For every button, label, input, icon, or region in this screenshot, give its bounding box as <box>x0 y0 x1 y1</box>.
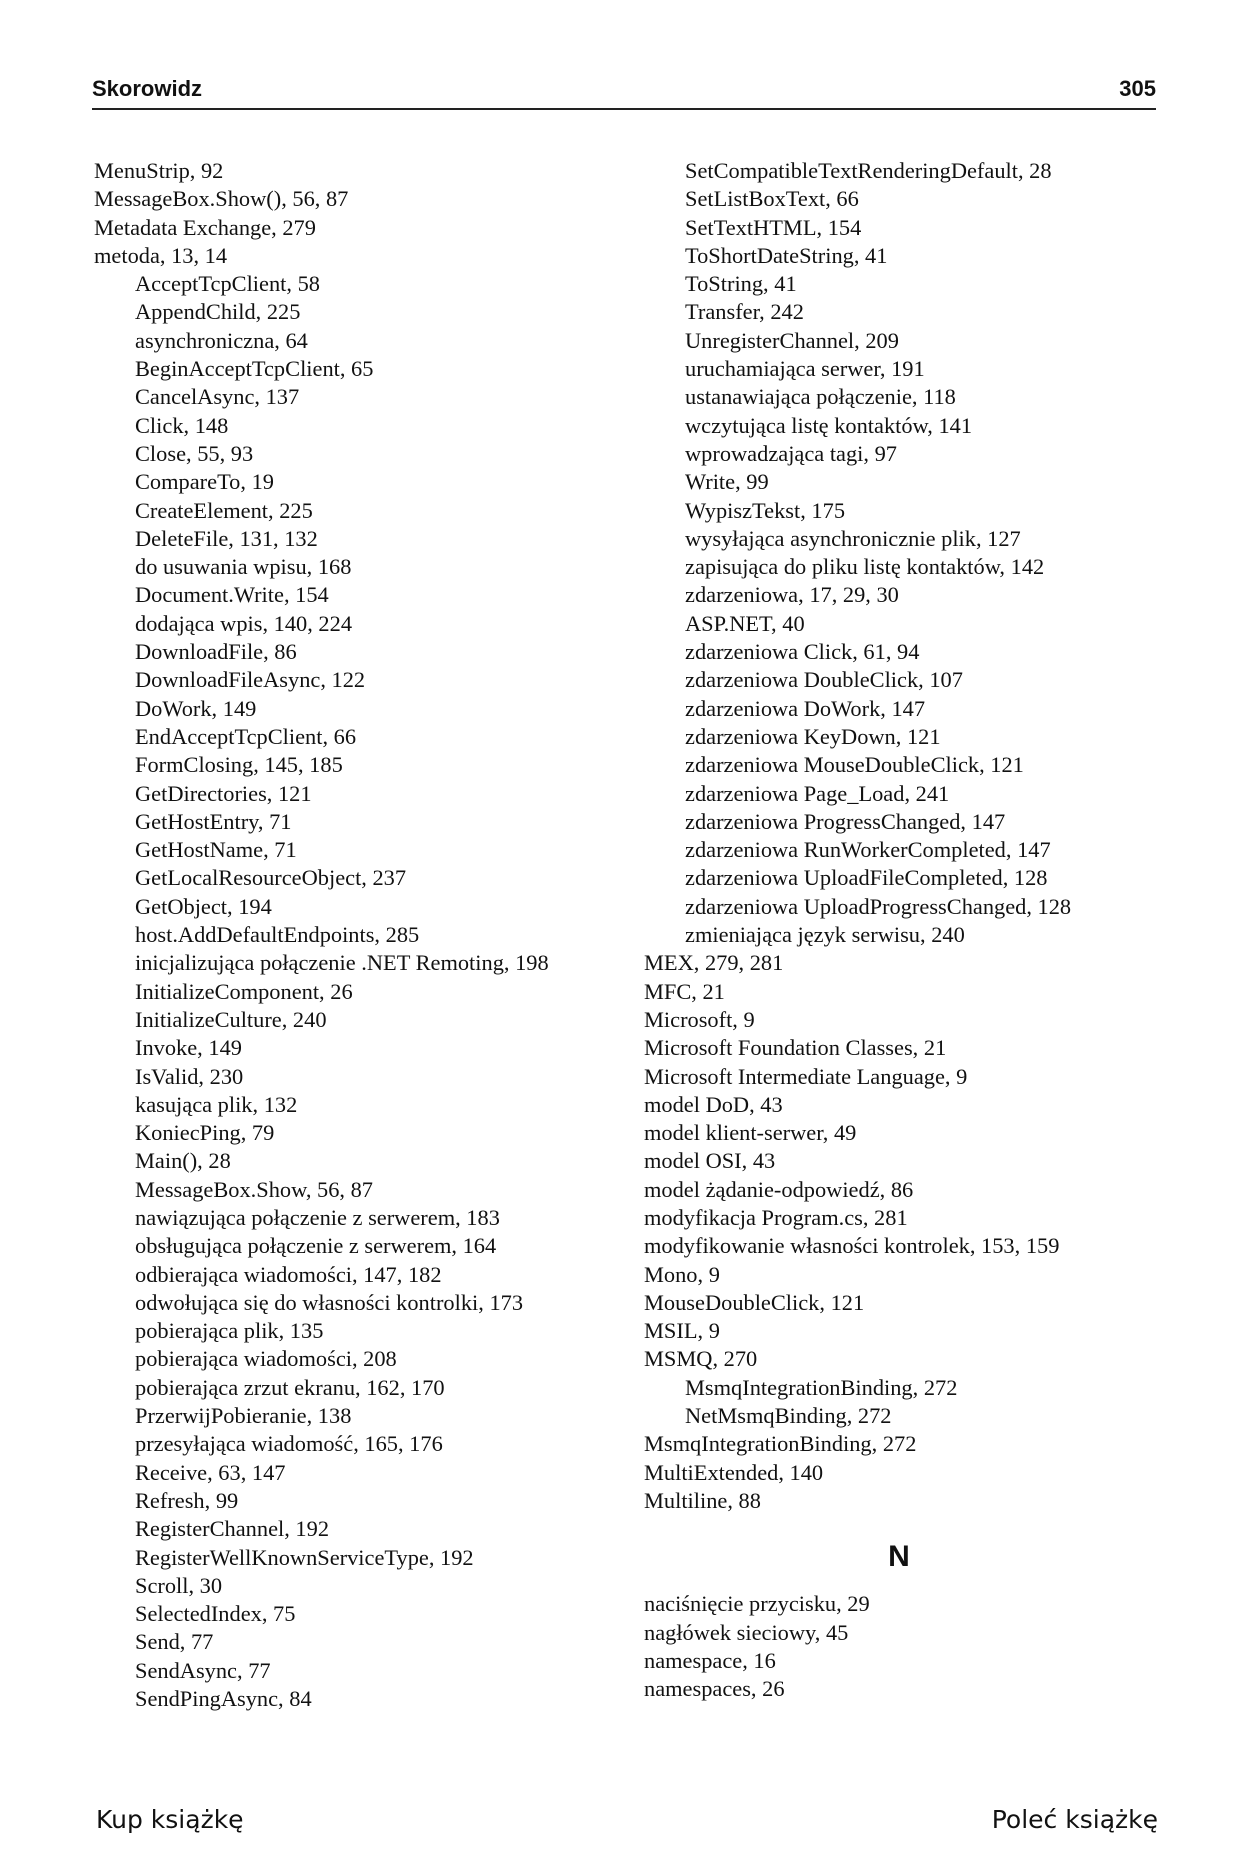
index-entry: MenuStrip, 92 <box>94 158 224 183</box>
index-subentry: GetHostEntry, 71 <box>135 808 292 834</box>
index-subentry: pobierająca wiadomości, 208 <box>135 1346 397 1372</box>
index-entry: model klient-serwer, 49 <box>644 1120 857 1146</box>
page-header <box>92 68 1156 110</box>
index-subentry: DeleteFile, 131, 132 <box>135 525 318 551</box>
index-entry: MEX, 279, 281 <box>644 950 784 976</box>
index-subentry: Refresh, 99 <box>135 1487 239 1513</box>
section-letter: N <box>888 1540 910 1574</box>
index-subentry: wczytująca listę kontaktów, 141 <box>685 412 973 438</box>
index-subentry: Invoke, 149 <box>135 1035 242 1061</box>
index-entry: nagłówek sieciowy, 45 <box>644 1619 849 1645</box>
index-subentry: Document.Write, 154 <box>135 582 329 608</box>
index-entry: MsmqIntegrationBinding, 272 <box>644 1431 917 1457</box>
index-subentry: NetMsmqBinding, 272 <box>685 1403 892 1429</box>
index-subentry: wysyłająca asynchronicznie plik, 127 <box>685 525 1021 551</box>
index-entry: namespace, 16 <box>644 1647 776 1673</box>
index-subentry: inicjalizująca połączenie .NET Remoting, 198 <box>135 950 549 976</box>
index-subentry: przesyłająca wiadomość, 165, 176 <box>135 1431 443 1457</box>
index-subentry: InitializeComponent, 26 <box>135 978 353 1004</box>
index-subentry: ToShortDateString, 41 <box>685 242 888 268</box>
index-subentry: GetObject, 194 <box>135 893 272 919</box>
index-subentry: BeginAcceptTcpClient, 65 <box>135 356 374 382</box>
index-subentry: Write, 99 <box>685 469 769 495</box>
index-subentry: pobierająca plik, 135 <box>135 1318 324 1344</box>
index-entry: Microsoft, 9 <box>644 1006 755 1032</box>
index-subentry: GetLocalResourceObject, 237 <box>135 865 407 891</box>
index-subentry: uruchamiająca serwer, 191 <box>685 356 925 382</box>
index-subentry: SetListBoxText, 66 <box>685 186 859 212</box>
recommend-book-link[interactable]: Poleć książkę <box>991 1805 1158 1834</box>
index-subentry: pobierająca zrzut ekranu, 162, 170 <box>135 1374 445 1400</box>
index-entry: modyfikacja Program.cs, 281 <box>644 1204 908 1230</box>
index-subentry: RegisterWellKnownServiceType, 192 <box>135 1544 474 1570</box>
index-subentry: EndAcceptTcpClient, 66 <box>135 723 357 749</box>
buy-book-link[interactable]: Kup książkę <box>96 1805 244 1834</box>
index-subentry: DownloadFile, 86 <box>135 639 297 665</box>
index-subentry: DoWork, 149 <box>135 695 257 721</box>
index-subentry: zdarzeniowa ProgressChanged, 147 <box>685 808 1006 834</box>
index-subentry: ASP.NET, 40 <box>685 610 805 636</box>
index-subentry: FormClosing, 145, 185 <box>135 752 343 778</box>
index-subentry: AppendChild, 225 <box>135 299 301 325</box>
index-subentry: zdarzeniowa Click, 61, 94 <box>685 639 920 665</box>
index-subentry: SelectedIndex, 75 <box>135 1601 296 1627</box>
index-subentry: AcceptTcpClient, 58 <box>135 271 320 297</box>
index-entry: MouseDoubleClick, 121 <box>644 1289 865 1315</box>
index-subentry: obsługująca połączenie z serwerem, 164 <box>135 1233 497 1259</box>
index-entry: MultiExtended, 140 <box>644 1459 824 1485</box>
index-subentry: odwołująca się do własności kontrolki, 173 <box>135 1289 524 1315</box>
index-subentry: zdarzeniowa DoubleClick, 107 <box>685 667 963 693</box>
index-entry: Multiline, 88 <box>644 1487 761 1513</box>
index-subentry: Transfer, 242 <box>685 299 804 325</box>
index-entries-m <box>644 157 1164 1515</box>
index-subentry: GetDirectories, 121 <box>135 780 312 806</box>
index-subentry: SetTextHTML, 154 <box>685 214 862 240</box>
running-title: Skorowidz <box>92 76 203 101</box>
index-subentry: DownloadFileAsync, 122 <box>135 667 366 693</box>
index-subentry: SendAsync, 77 <box>135 1657 271 1683</box>
index-entry: model OSI, 43 <box>644 1148 776 1174</box>
index-subentry: do usuwania wpisu, 168 <box>135 554 352 580</box>
index-subentry: MsmqIntegrationBinding, 272 <box>685 1374 958 1400</box>
index-entries-n <box>644 1590 1164 1703</box>
index-subentry: Click, 148 <box>135 412 229 438</box>
index-subentry: SendPingAsync, 84 <box>135 1686 312 1712</box>
index-entry: Metadata Exchange, 279 <box>94 214 316 240</box>
index-subentry: SetCompatibleTextRenderingDefault, 28 <box>685 158 1052 183</box>
index-subentry: CompareTo, 19 <box>135 469 274 495</box>
index-subentry: zmieniająca język serwisu, 240 <box>685 922 965 948</box>
index-entry: naciśnięcie przycisku, 29 <box>644 1591 870 1617</box>
index-subentry: CreateElement, 225 <box>135 497 313 523</box>
index-subentry: KoniecPing, 79 <box>135 1120 275 1146</box>
index-subentry: zdarzeniowa UploadFileCompleted, 128 <box>685 865 1048 891</box>
index-entry: namespaces, 26 <box>644 1676 785 1702</box>
index-column-left <box>94 157 614 1713</box>
index-subentry: zdarzeniowa MouseDoubleClick, 121 <box>685 752 1024 778</box>
index-entry: modyfikowanie własności kontrolek, 153, 159 <box>644 1233 1060 1259</box>
index-subentry: zdarzeniowa RunWorkerCompleted, 147 <box>685 837 1051 863</box>
index-subentry: zdarzeniowa KeyDown, 121 <box>685 723 941 749</box>
index-subentry: kasująca plik, 132 <box>135 1091 298 1117</box>
index-subentry: WypiszTekst, 175 <box>685 497 846 523</box>
index-subentry: zdarzeniowa Page_Load, 241 <box>685 780 950 806</box>
index-subentry: ustanawiająca połączenie, 118 <box>685 384 956 410</box>
index-entry: MSIL, 9 <box>644 1318 720 1344</box>
index-subentry: UnregisterChannel, 209 <box>685 327 899 353</box>
index-subentry: odbierająca wiadomości, 147, 182 <box>135 1261 442 1287</box>
index-subentry: GetHostName, 71 <box>135 837 297 863</box>
index-subentry: zapisująca do pliku listę kontaktów, 142 <box>685 554 1045 580</box>
index-subentry: Send, 77 <box>135 1629 214 1655</box>
index-subentry: nawiązująca połączenie z serwerem, 183 <box>135 1204 500 1230</box>
index-subentry: Receive, 63, 147 <box>135 1459 286 1485</box>
index-subentry: MessageBox.Show, 56, 87 <box>135 1176 373 1202</box>
page-number: 305 <box>1119 76 1156 101</box>
index-subentry: wprowadzająca tagi, 97 <box>685 440 897 466</box>
index-subentry: zdarzeniowa UploadProgressChanged, 128 <box>685 893 1072 919</box>
index-subentry: Main(), 28 <box>135 1148 231 1174</box>
index-subentry: host.AddDefaultEndpoints, 285 <box>135 922 420 948</box>
index-subentry: asynchroniczna, 64 <box>135 327 308 353</box>
index-entry: Microsoft Foundation Classes, 21 <box>644 1035 947 1061</box>
index-entry: model DoD, 43 <box>644 1091 783 1117</box>
index-subentry: Close, 55, 93 <box>135 440 254 466</box>
index-subentry: IsValid, 230 <box>135 1063 244 1089</box>
index-subentry: CancelAsync, 137 <box>135 384 300 410</box>
index-entry: model żądanie-odpowiedź, 86 <box>644 1176 914 1202</box>
index-entry: Mono, 9 <box>644 1261 720 1287</box>
index-entry: Microsoft Intermediate Language, 9 <box>644 1063 968 1089</box>
index-entry: MSMQ, 270 <box>644 1346 758 1372</box>
index-subentry: RegisterChannel, 192 <box>135 1516 330 1542</box>
index-entry: MFC, 21 <box>644 978 725 1004</box>
index-subentry: ToString, 41 <box>685 271 797 297</box>
index-subentry: Scroll, 30 <box>135 1572 223 1598</box>
index-subentry: zdarzeniowa DoWork, 147 <box>685 695 926 721</box>
index-subentry: InitializeCulture, 240 <box>135 1006 327 1032</box>
index-column-right <box>644 157 1164 1703</box>
index-entry: MessageBox.Show(), 56, 87 <box>94 186 349 212</box>
index-subentry: dodająca wpis, 140, 224 <box>135 610 353 636</box>
index-subentry: zdarzeniowa, 17, 29, 30 <box>685 582 899 608</box>
index-entry: metoda, 13, 14 <box>94 242 228 268</box>
index-subentry: PrzerwijPobieranie, 138 <box>135 1403 352 1429</box>
